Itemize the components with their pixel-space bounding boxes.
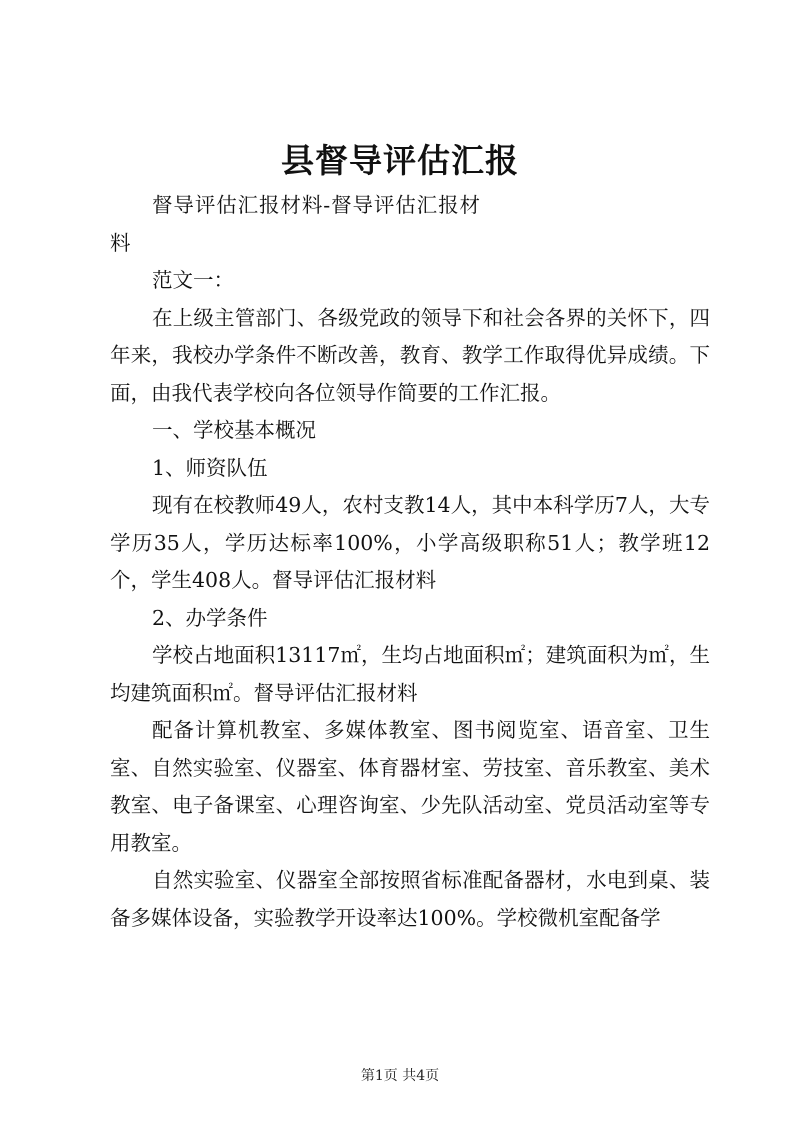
section-heading-overview: 一、学校基本概况 (152, 418, 317, 442)
paragraph-intro: 在上级主管部门、各级党政的领导下和社会各界的关怀下，四年来，我校办学条件不断改善，教育、教学工作取得优异成绩。下面，由我代表学校向各位领导作简要的工作汇报。 (110, 305, 710, 405)
subsection-heading-staff: 1、师资队伍 (152, 455, 268, 480)
document-title: 县督导评估汇报 (281, 141, 519, 180)
paragraph-facilities: 配备计算机教室、多媒体教室、图书阅览室、语音室、卫生室、自然实验室、仪器室、体育器材室、劳技室、音乐教室、美术教室、电子备课室、心理咨询室、少先队活动室、党员活动室等专用教室。 (110, 718, 710, 855)
paragraph-sample-heading: 范文一： (152, 268, 235, 292)
paragraph-staff: 现有在校教师49人，农村支教14人，其中本科学历7人，大专学历35人，学历达标率100%，小学高级职称51人；教学班12个，学生408人。督导评估汇报材料 (110, 493, 710, 592)
subsection-heading-conditions: 2、办学条件 (152, 605, 268, 630)
page-number: 第1页 共4页 (360, 1068, 440, 1084)
paragraph-subtitle: 督导评估汇报材料-督导评估汇报材料 (110, 193, 480, 255)
document-body (110, 187, 710, 937)
paragraph-area: 学校占地面积13117㎡，生均占地面积㎡；建筑面积为㎡，生均建筑面积㎡。督导评估汇报材料 (110, 643, 710, 705)
paragraph-equipment: 自然实验室、仪器室全部按照省标准配备器材，水电到桌、装备多媒体设备，实验教学开设率达100%。学校微机室配备学 (110, 868, 710, 930)
